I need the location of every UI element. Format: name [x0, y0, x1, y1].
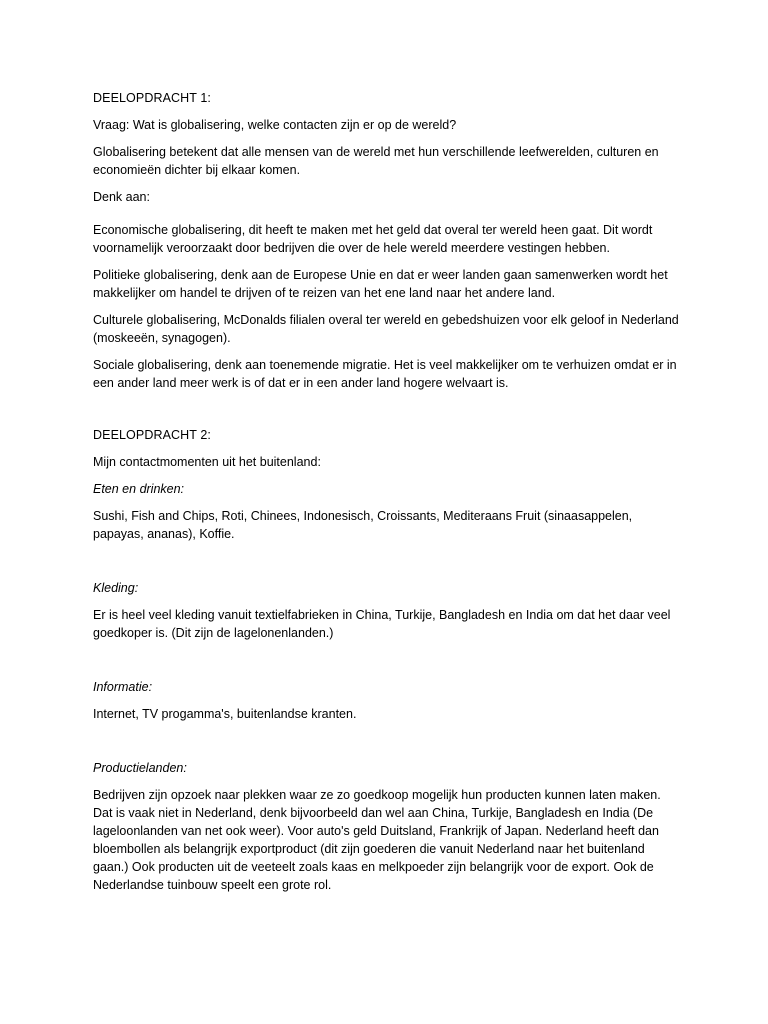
info-heading: Informatie: — [93, 680, 153, 694]
section1-definition: Globalisering betekent dat alle mensen van de wereld met hun verschillende leefwerelden, culturen en economieën dichter bij elkaar komen. — [93, 145, 659, 177]
section1-question: Vraag: Wat is globalisering, welke contacten zijn er op de wereld? — [93, 118, 457, 132]
clothing-text: Er is heel veel kleding vanuit textielfabrieken in China, Turkije, Bangladesh en India om dat het daar veel goedkoper is. (Dit zijn de lagelonenlanden.) — [93, 608, 671, 640]
production-text: Bedrijven zijn opzoek naar plekken waar ze zo goedkoop mogelijk hun producten kunnen laten maken. Dat is vaak niet in Nederland, denk bijvoorbeeld dan wel aan China, Turkije, Bangladesh en India (De lageloonlanden van net ook weer). Voor auto's geld Duitsland, Frankrijk of Japan. Nederland heeft dan bloembollen als belangrijk exportproduct (dit zijn goederen die vanuit Nederland naar het buitenland gaan.) Ook producten uit de veeteelt zoals kaas en melkpoeder zijn belangrijk voor de export. Ook de Nederlandse tuinbouw speelt een grote rol. — [93, 788, 661, 892]
section1-economic: Economische globalisering, dit heeft te maken met het geld dat overal ter wereld heen gaat. Dit wordt voornamelijk veroorzaakt door bedrijven die over de hele wereld meerdere vestingen hebben. — [93, 223, 653, 255]
section2-intro: Mijn contactmomenten uit het buitenland: — [93, 455, 321, 469]
section1-social: Sociale globalisering, denk aan toenemende migratie. Het is veel makkelijker om te verhuizen omdat er in een ander land meer werk is of dat er in een ander land hogere welvaart is. — [93, 358, 677, 390]
section1-cultural: Culturele globalisering, McDonalds filialen overal ter wereld en gebedshuizen voor elk geloof in Nederland (moskeeën, synagogen). — [93, 313, 679, 345]
section1-political: Politieke globalisering, denk aan de Europese Unie en dat er weer landen gaan samenwerken wordt het makkelijker om handel te drijven of te reizen van het ene land naar het andere land. — [93, 268, 668, 300]
clothing-heading: Kleding: — [93, 581, 139, 595]
section1-think-of: Denk aan: — [93, 190, 150, 204]
section2-heading: DEELOPDRACHT 2: — [93, 428, 211, 442]
production-heading: Productielanden: — [93, 761, 187, 775]
food-text: Sushi, Fish and Chips, Roti, Chinees, Indonesisch, Croissants, Mediteraans Fruit (sinaasappelen, papayas, ananas), Koffie. — [93, 509, 633, 541]
food-heading: Eten en drinken: — [93, 482, 185, 496]
section1-heading: DEELOPDRACHT 1: — [93, 91, 211, 105]
info-text: Internet, TV progamma's, buitenlandse kranten. — [93, 707, 357, 721]
